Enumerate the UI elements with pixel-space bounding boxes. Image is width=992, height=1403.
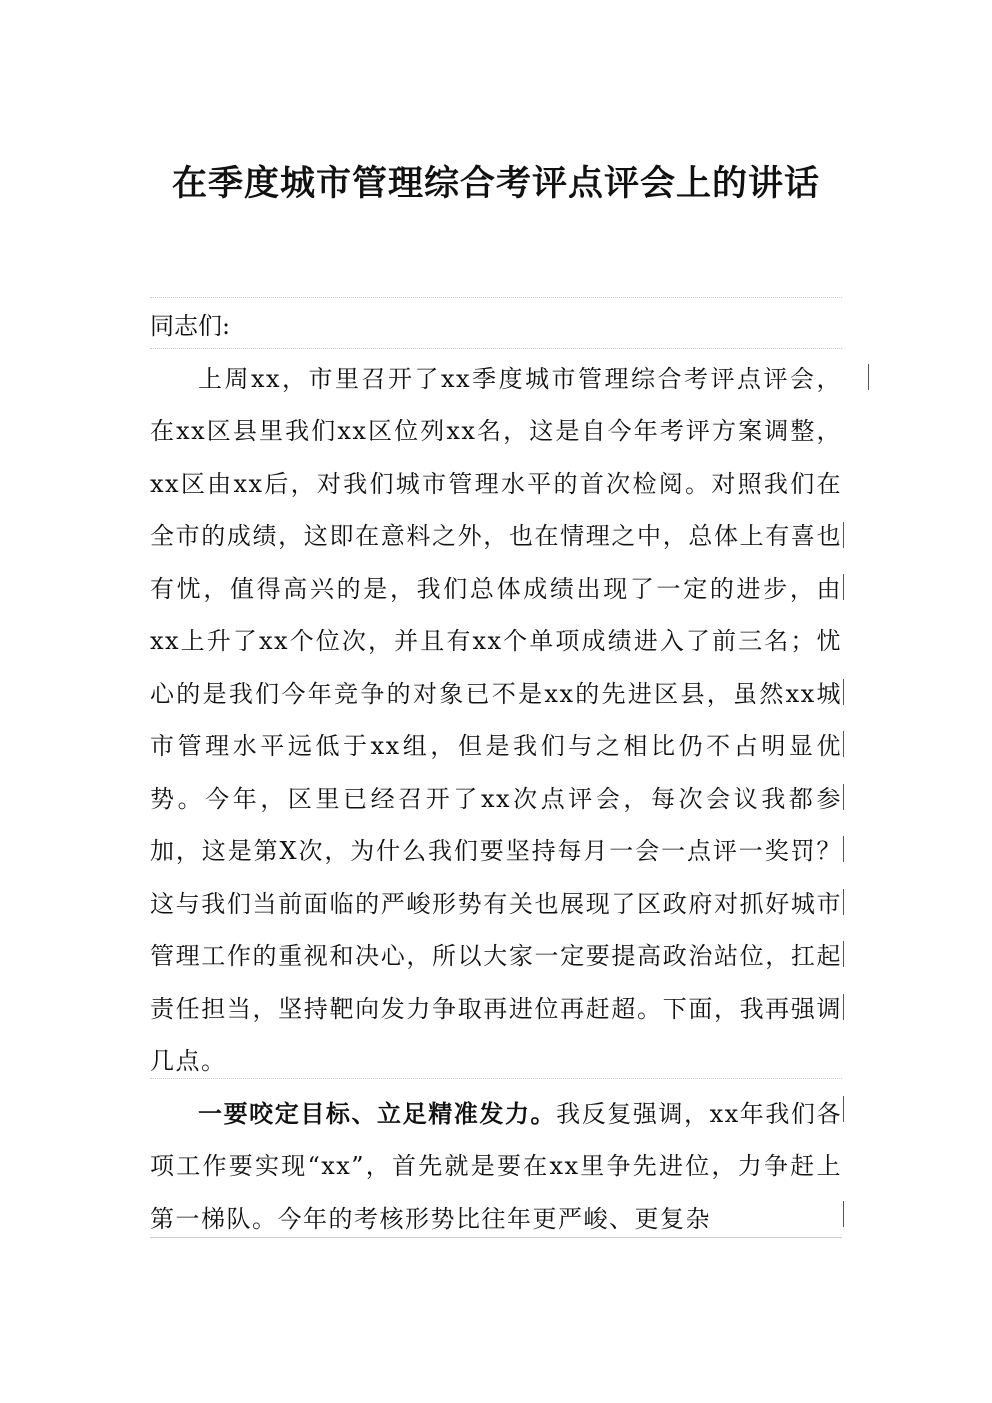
paragraph-text: 我反复强调，xx年我们各项工作要实现“xx”，首先就是要在xx里争先进位，力争赶上第一梯队。今年的考核形势比往年更严峻、更复杂 xyxy=(150,1099,842,1233)
margin-mark xyxy=(843,522,844,548)
paragraph-text: 上周xx，市里召开了xx季度城市管理综合考评点评会，在xx区县里我们xx区位列xx名，这是自今年考评方案调整，xx区由xx后，对我们城市管理水平的首次检阅。对照我们在全市的成绩，这即在意料之外，也在情理之中，总体上有喜也有忧，值得高兴的是，我们总体成绩出现了一定的进步，由xx上升了xx个位次，并且有xx个单项成绩进入了前三名；忧心的是我们今年竞争的对象已不是xx的先进区县，虽然xx城市管理水平远低于xx组，但是我们与之相比仍不占明显优势。今年，区里已经召开了xx次点评会，每次会议我都参加，这是第X次，为什么我们要坚持每月一会一点评一奖罚？这与我们当前面临的严峻形势有关也展现了区政府对抓好城市管理工作的重视和决心，所以大家一定要提高政治站位，扛起责任担当，坚持靶向发力争取再进位再赶超。下面，我再强调几点。 xyxy=(150,364,842,1075)
margin-mark xyxy=(868,364,869,390)
margin-mark xyxy=(843,889,844,915)
paragraph-lead-heading: 一要咬定目标、立足精准发力。 xyxy=(198,1099,557,1128)
margin-mark xyxy=(843,941,844,967)
document-body xyxy=(150,300,842,1245)
margin-mark xyxy=(843,1096,844,1122)
text-boundary-line xyxy=(150,297,842,298)
paragraph xyxy=(150,353,842,1088)
paragraph xyxy=(150,1088,842,1246)
margin-mark xyxy=(843,1201,844,1227)
salutation: 同志们: xyxy=(150,312,231,340)
margin-mark xyxy=(843,836,844,862)
margin-mark xyxy=(843,574,844,600)
margin-mark xyxy=(843,679,844,705)
margin-mark xyxy=(843,731,844,757)
document-title: 在季度城市管理综合考评点评会上的讲话 xyxy=(171,164,820,204)
margin-mark xyxy=(843,784,844,810)
margin-mark xyxy=(843,994,844,1020)
